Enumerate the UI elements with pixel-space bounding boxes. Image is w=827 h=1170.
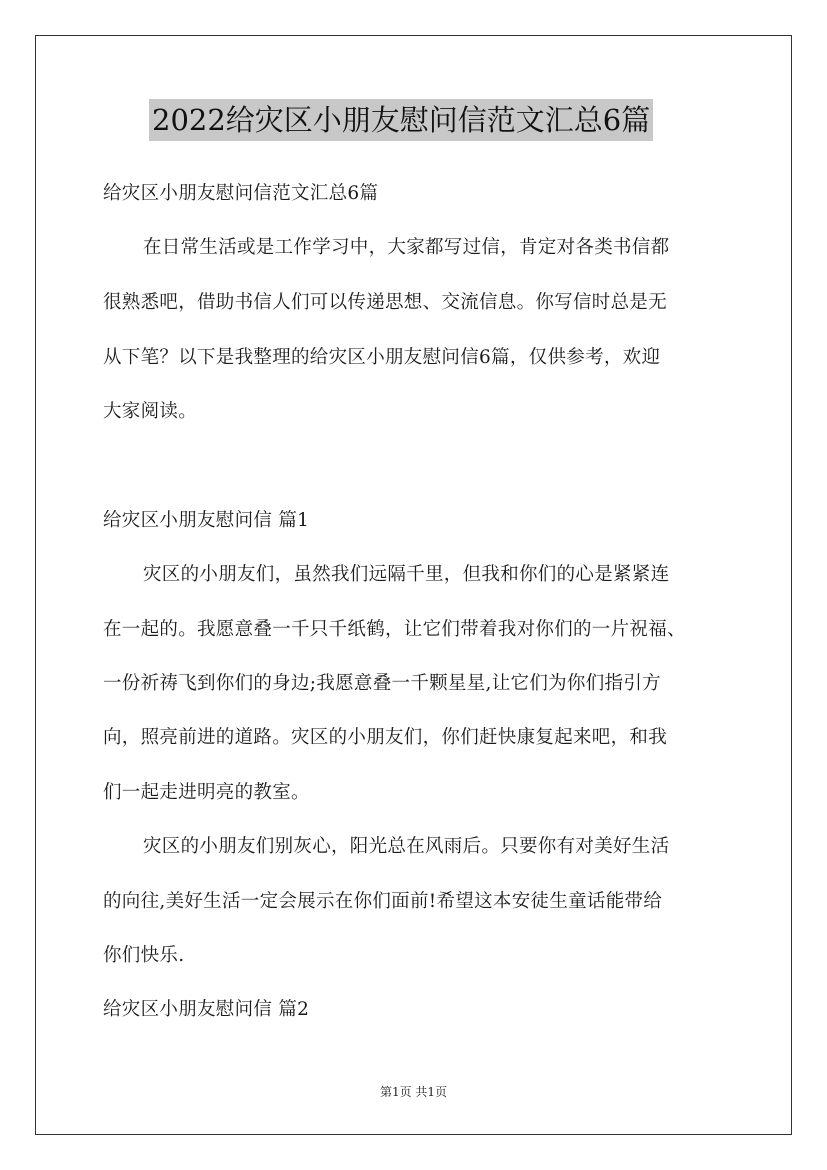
paragraph-line: 在一起的。我愿意叠一千只千纸鹤，让它们带着我对你们的一片祝福、 xyxy=(103,619,686,640)
section-heading-1: 给灾区小朋友慰问信 篇1 xyxy=(103,510,310,531)
paragraph-line: 灾区的小朋友们别灰心，阳光总在风雨后。只要你有对美好生活 xyxy=(143,836,670,857)
paragraph-line: 们一起走进明亮的教室。 xyxy=(103,782,310,803)
paragraph-line: 向，照亮前进的道路。灾区的小朋友们，你们赶快康复起来吧，和我 xyxy=(103,727,668,748)
intro-line: 很熟悉吧，借助书信人们可以传递思想、交流信息。你写信时总是无 xyxy=(103,292,668,313)
paragraph-line: 你们快乐. xyxy=(103,945,185,966)
intro-line: 在日常生活或是工作学习中，大家都写过信，肯定对各类书信都 xyxy=(143,237,670,258)
section-heading-2: 给灾区小朋友慰问信 篇2 xyxy=(103,999,310,1020)
intro-line: 从下笔？以下是我整理的给灾区小朋友慰问信6篇，仅供参考，欢迎 xyxy=(103,347,661,368)
paragraph-line: 的向往,美好生活一定会展示在你们面前!希望这本安徒生童话能带给 xyxy=(103,891,663,912)
intro-line: 大家阅读。 xyxy=(103,401,198,422)
paragraph-line: 一份祈祷飞到你们的身边;我愿意叠一千颗星星,让它们为你们指引方 xyxy=(103,673,661,694)
paragraph-line: 灾区的小朋友们，虽然我们远隔千里，但我和你们的心是紧紧连 xyxy=(143,564,670,585)
document-subtitle: 给灾区小朋友慰问信范文汇总6篇 xyxy=(103,183,379,204)
document-title: 2022给灾区小朋友慰问信范文汇总6篇 xyxy=(149,99,653,141)
page-footer: 第1页 共1页 xyxy=(379,1085,448,1099)
